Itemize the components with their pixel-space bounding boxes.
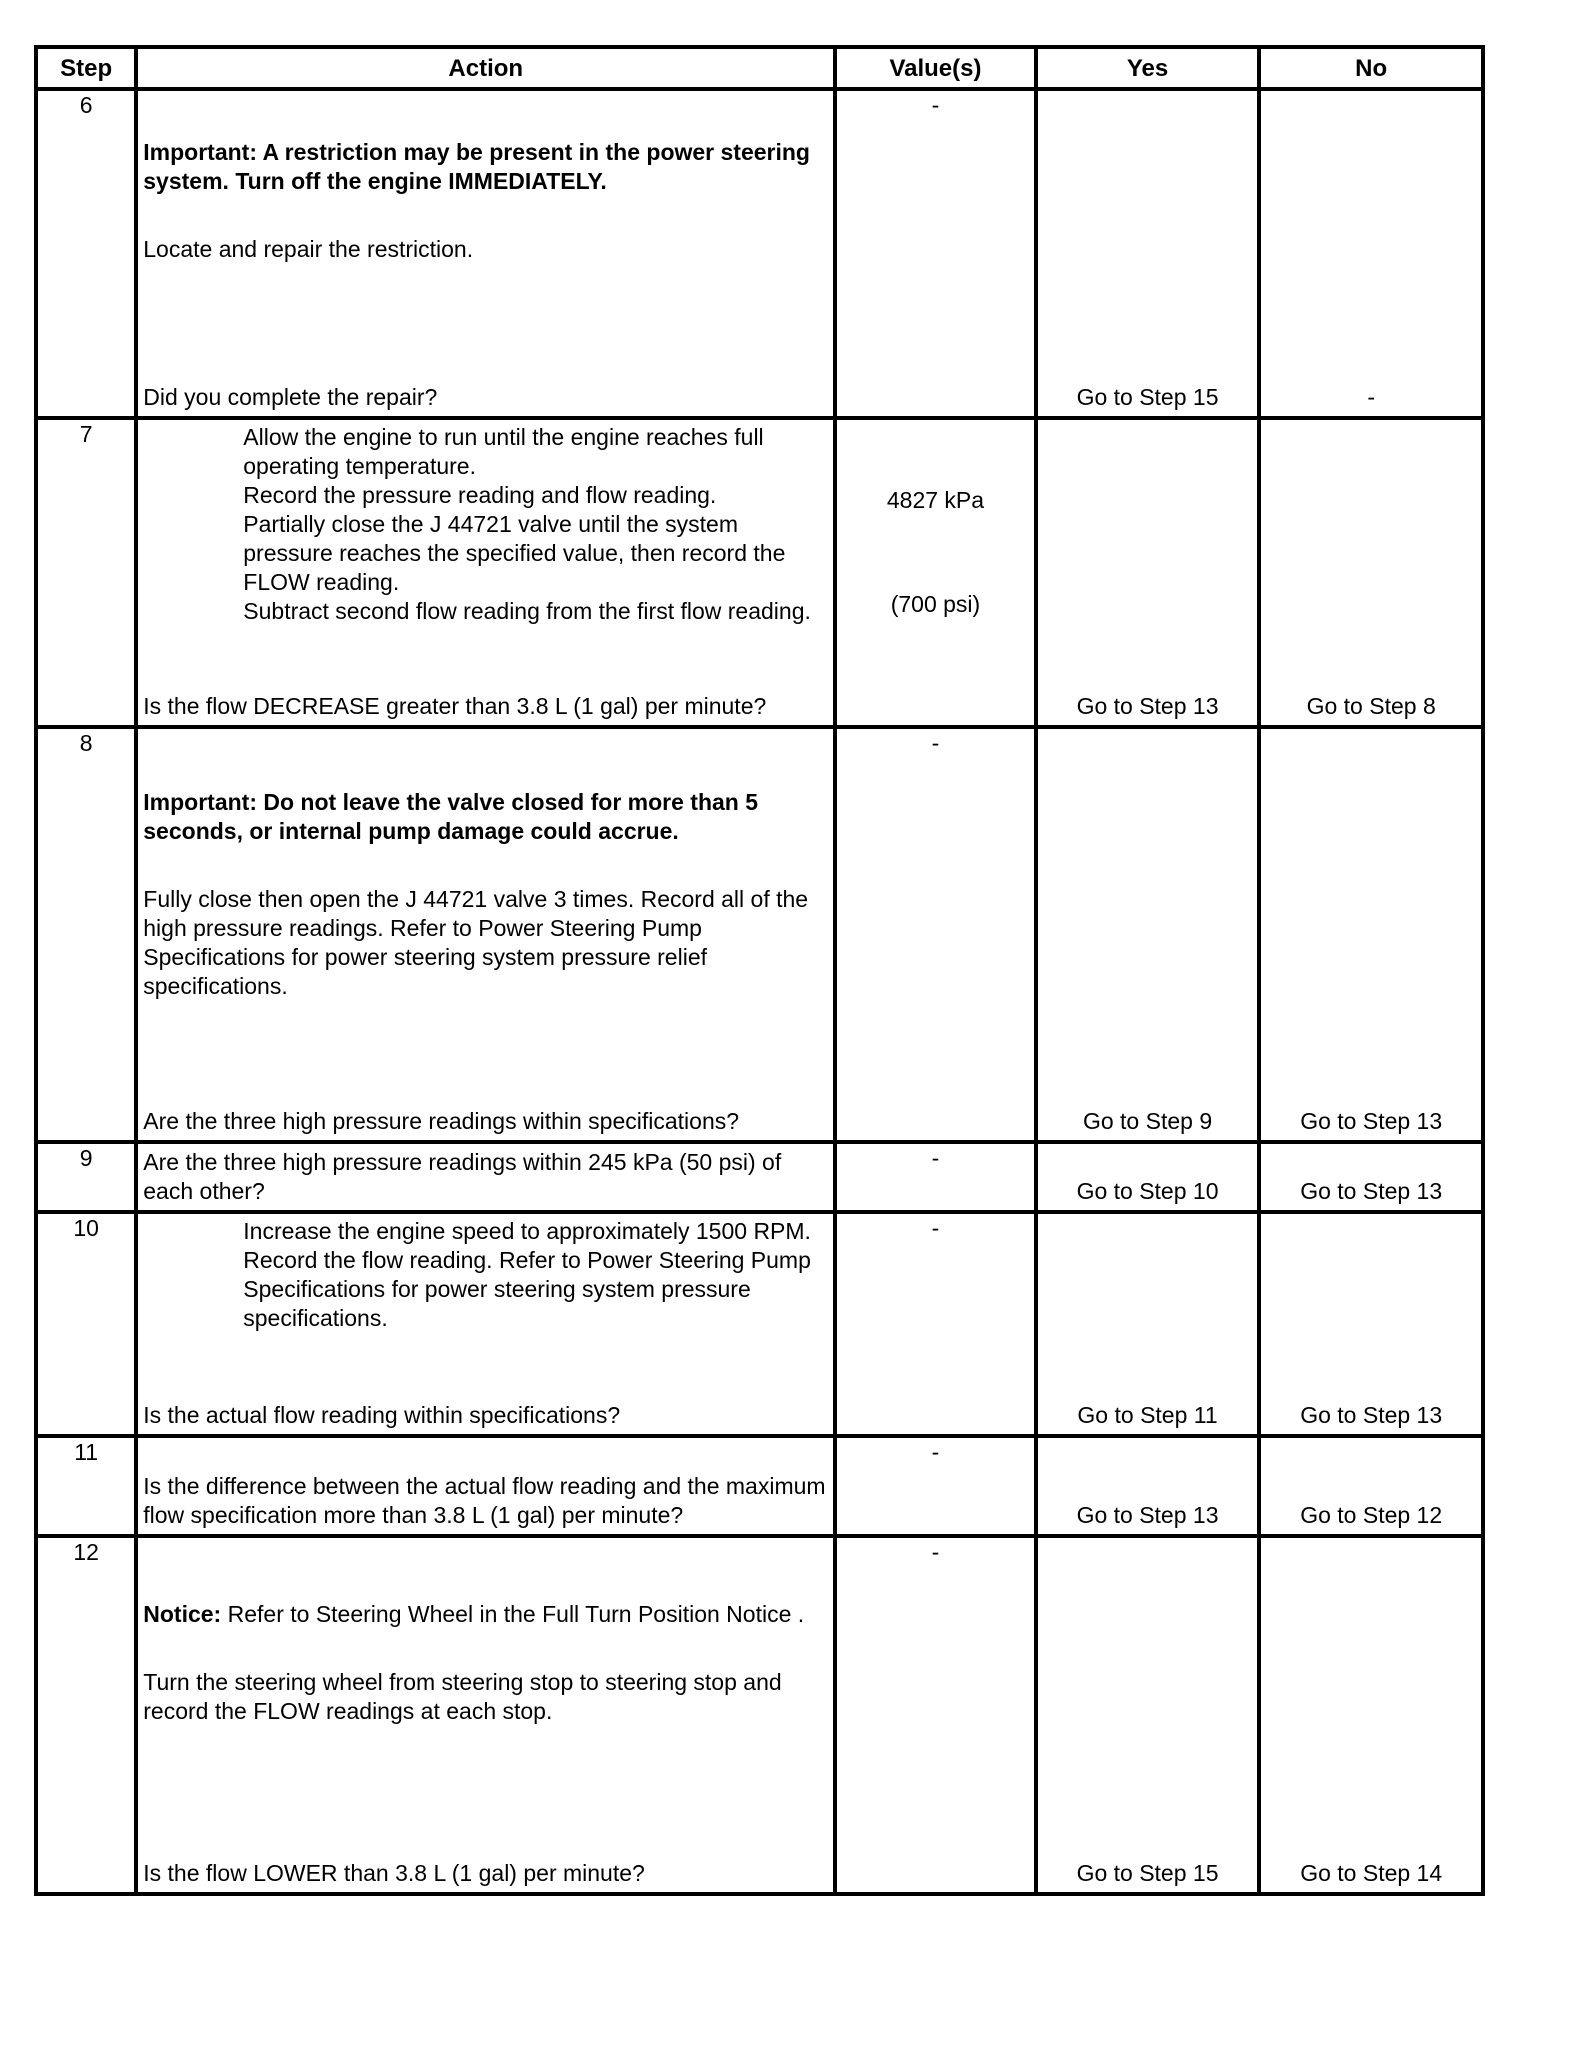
step-number: 6 xyxy=(36,89,136,418)
step-number: 9 xyxy=(36,1142,136,1212)
step-number: 11 xyxy=(36,1436,136,1536)
no-link[interactable]: Go to Step 12 xyxy=(1300,1502,1443,1528)
list-item: Record the flow reading. Refer to Power Steering Pump Specifications for power steering system pressure specifications. xyxy=(243,1247,811,1331)
header-no: No xyxy=(1259,47,1483,89)
no-value: - xyxy=(1367,384,1375,410)
notice-note xyxy=(143,1600,827,1629)
yes-cell xyxy=(1036,1536,1260,1894)
yes-cell xyxy=(1036,727,1260,1142)
list-item: Partially close the J 44721 valve until the system pressure reaches the specified value, then record the FLOW reading. xyxy=(243,511,786,595)
no-link[interactable]: Go to Step 13 xyxy=(1300,1108,1443,1134)
action-question: Did you complete the repair? xyxy=(143,384,438,410)
action-cell xyxy=(136,727,835,1142)
action-cell xyxy=(136,1212,835,1436)
header-step: Step xyxy=(36,47,136,89)
action-question: Is the flow DECREASE greater than 3.8 L (1 gal) per minute? xyxy=(143,693,767,719)
table-row-step-11 xyxy=(36,1436,1483,1536)
list-item: Subtract second flow reading from the first flow reading. xyxy=(243,598,811,624)
yes-link[interactable]: Go to Step 11 xyxy=(1077,1402,1218,1428)
no-link[interactable]: Go to Step 14 xyxy=(1300,1860,1443,1886)
action-question: Is the flow LOWER than 3.8 L (1 gal) per minute? xyxy=(143,1860,645,1886)
step-number: 8 xyxy=(36,727,136,1142)
action-body: Turn the steering wheel from steering stop to steering stop and record the FLOW readings at each stop. xyxy=(143,1669,782,1724)
yes-cell xyxy=(1036,1436,1260,1536)
yes-link[interactable]: Go to Step 10 xyxy=(1076,1178,1219,1204)
yes-link[interactable]: Go to Step 13 xyxy=(1076,1502,1219,1528)
no-link[interactable]: Go to Step 8 xyxy=(1306,693,1436,719)
action-cell xyxy=(136,418,835,727)
yes-cell xyxy=(1036,89,1260,418)
yes-link[interactable]: Go to Step 13 xyxy=(1076,693,1219,719)
yes-cell xyxy=(1036,1142,1260,1212)
action-question: Are the three high pressure readings within specifications? xyxy=(143,1108,740,1134)
value-metric: 4827 kPa xyxy=(886,487,985,513)
step-number: 12 xyxy=(36,1536,136,1894)
header-row xyxy=(36,47,1483,89)
action-cell xyxy=(136,89,835,418)
yes-cell xyxy=(1036,1212,1260,1436)
step-number: 7 xyxy=(36,418,136,727)
value-cell: - xyxy=(835,727,1036,1142)
action-question: Is the actual flow reading within specifications? xyxy=(143,1402,621,1428)
action-cell xyxy=(136,1436,835,1536)
important-label: Important: xyxy=(143,139,257,165)
yes-link[interactable]: Go to Step 15 xyxy=(1076,384,1219,410)
no-cell xyxy=(1259,1536,1483,1894)
action-cell xyxy=(136,1536,835,1894)
no-cell xyxy=(1259,1142,1483,1212)
list-item: Allow the engine to run until the engine reaches full operating temperature. xyxy=(243,424,764,479)
yes-link[interactable]: Go to Step 9 xyxy=(1082,1108,1213,1134)
header-action: Action xyxy=(136,47,835,89)
value-cell: - xyxy=(835,1436,1036,1536)
no-cell xyxy=(1259,1212,1483,1436)
action-body: Locate and repair the restriction. xyxy=(143,236,474,262)
header-yes: Yes xyxy=(1036,47,1260,89)
header-values: Value(s) xyxy=(835,47,1036,89)
no-link[interactable]: Go to Step 13 xyxy=(1300,1178,1443,1204)
notice-text: Refer to Steering Wheel in the Full Turn Position Notice . xyxy=(227,1601,805,1627)
table-row-step-8 xyxy=(36,727,1483,1142)
action-list xyxy=(143,1217,827,1333)
action-body: Fully close then open the J 44721 valve 3 times. Record all of the high pressure readings. Refer to Power Steering Pump Specifications for power steering system pressure relief specifications. xyxy=(143,886,809,999)
action-question: Is the difference between the actual flow reading and the maximum flow specification more than 3.8 L (1 gal) per minute? xyxy=(143,1473,826,1528)
important-note xyxy=(143,788,827,846)
value-cell: - xyxy=(835,1212,1036,1436)
no-cell xyxy=(1259,418,1483,727)
diagnostic-table xyxy=(34,45,1485,1896)
action-question: Are the three high pressure readings within 245 kPa (50 psi) of each other? xyxy=(143,1149,782,1204)
action-cell xyxy=(136,1142,835,1212)
value-cell xyxy=(835,418,1036,727)
action-list xyxy=(143,423,827,626)
step-number: 10 xyxy=(36,1212,136,1436)
no-cell xyxy=(1259,1436,1483,1536)
list-item: Increase the engine speed to approximately 1500 RPM. xyxy=(243,1218,811,1244)
important-text: Do not leave the valve closed for more than 5 seconds, or internal pump damage could accrue. xyxy=(143,789,759,844)
notice-label: Notice: xyxy=(143,1601,222,1627)
table-row-step-10 xyxy=(36,1212,1483,1436)
important-text: A restriction may be present in the power steering system. Turn off the engine IMMEDIATELY. xyxy=(143,139,810,194)
table-row-step-9 xyxy=(36,1142,1483,1212)
value-imperial: (700 psi) xyxy=(890,591,981,617)
value-cell: - xyxy=(835,1536,1036,1894)
table-row-step-6 xyxy=(36,89,1483,418)
value-cell: - xyxy=(835,89,1036,418)
important-note xyxy=(143,138,827,196)
table-row-step-12 xyxy=(36,1536,1483,1894)
list-item: Record the pressure reading and flow reading. xyxy=(243,482,717,508)
table-row-step-7 xyxy=(36,418,1483,727)
important-label: Important: xyxy=(143,789,257,815)
value-cell: - xyxy=(835,1142,1036,1212)
no-link[interactable]: Go to Step 13 xyxy=(1300,1402,1443,1428)
yes-link[interactable]: Go to Step 15 xyxy=(1076,1860,1219,1886)
yes-cell xyxy=(1036,418,1260,727)
no-cell xyxy=(1259,89,1483,418)
no-cell xyxy=(1259,727,1483,1142)
